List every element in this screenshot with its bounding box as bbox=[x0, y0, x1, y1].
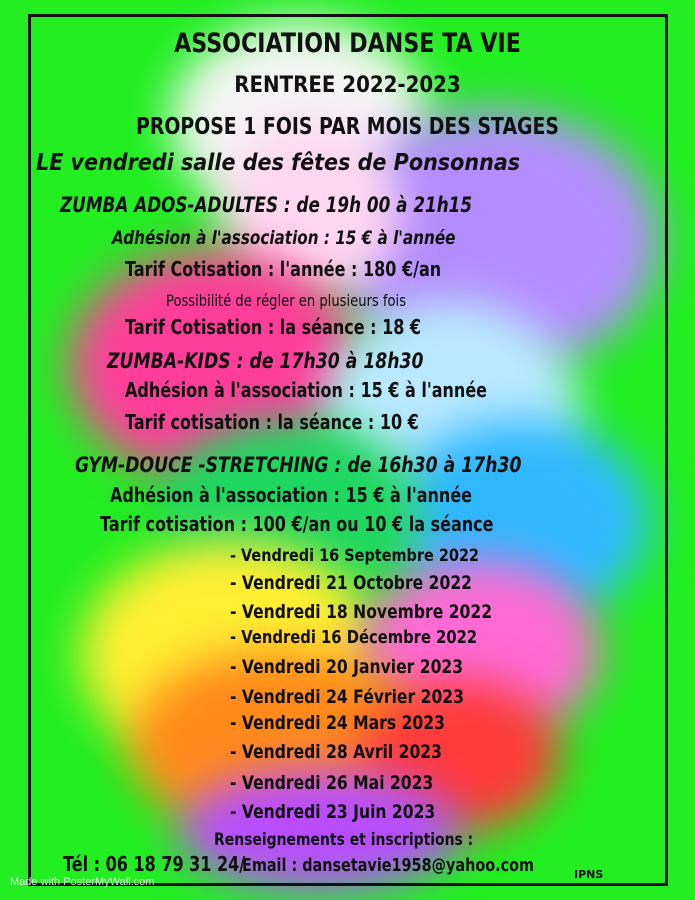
date-item: - Vendredi 26 Mai 2023 bbox=[230, 772, 434, 794]
contact-phone: Tél : 06 18 79 31 24/ bbox=[63, 852, 246, 876]
date-item: - Vendredi 24 Février 2023 bbox=[230, 686, 464, 708]
poster-title: ASSOCIATION DANSE TA VIE bbox=[174, 28, 521, 59]
intro-line: PROPOSE 1 FOIS PAR MOIS DES STAGES bbox=[135, 114, 559, 140]
date-item: - Vendredi 18 Novembre 2022 bbox=[230, 601, 493, 623]
zumba-kids-fee-session: Tarif cotisation : la séance : 10 € bbox=[125, 410, 419, 434]
zumba-adults-membership: Adhésion à l'association : 15 € à l'année bbox=[112, 227, 456, 249]
date-item: - Vendredi 24 Mars 2023 bbox=[230, 712, 445, 734]
date-item: - Vendredi 21 Octobre 2022 bbox=[230, 572, 473, 594]
zumba-adults-fee-session: Tarif Cotisation : la séance : 18 € bbox=[125, 315, 422, 339]
contact-heading: Renseignements et inscriptions : bbox=[214, 830, 474, 850]
gym-membership: Adhésion à l'association : 15 € à l'année bbox=[110, 483, 473, 507]
zumba-adults-fee-year: Tarif Cotisation : l'année : 180 €/an bbox=[125, 257, 442, 281]
date-item: - Vendredi 20 Janvier 2023 bbox=[230, 656, 464, 678]
contact-email: Email : dansetavie1958@yahoo.com bbox=[242, 855, 535, 876]
date-item: - Vendredi 28 Avril 2023 bbox=[230, 741, 442, 763]
season-line: RENTREE 2022-2023 bbox=[234, 73, 461, 98]
zumba-adults-installments: Possibilité de régler en plusieurs fois bbox=[166, 291, 407, 310]
zumba-adults-heading: ZUMBA ADOS-ADULTES : de 19h 00 à 21h15 bbox=[60, 193, 473, 217]
date-item: - Vendredi 16 Septembre 2022 bbox=[230, 546, 480, 566]
watermark: Made with PosterMyWall.com bbox=[10, 876, 155, 888]
zumba-kids-heading: ZUMBA-KIDS : de 17h30 à 18h30 bbox=[107, 349, 424, 373]
gym-fee: Tarif cotisation : 100 €/an ou 10 € la séance bbox=[100, 512, 494, 536]
ipns-label: IPNS bbox=[574, 868, 604, 881]
zumba-kids-membership: Adhésion à l'association : 15 € à l'année bbox=[125, 378, 488, 402]
gym-heading: GYM-DOUCE -STRETCHING : de 16h30 à 17h30 bbox=[75, 453, 522, 477]
venue-line: LE vendredi salle des fêtes de Ponsonnas bbox=[36, 150, 521, 176]
date-item: - Vendredi 16 Décembre 2022 bbox=[230, 627, 478, 648]
date-item: - Vendredi 23 Juin 2023 bbox=[230, 801, 436, 823]
